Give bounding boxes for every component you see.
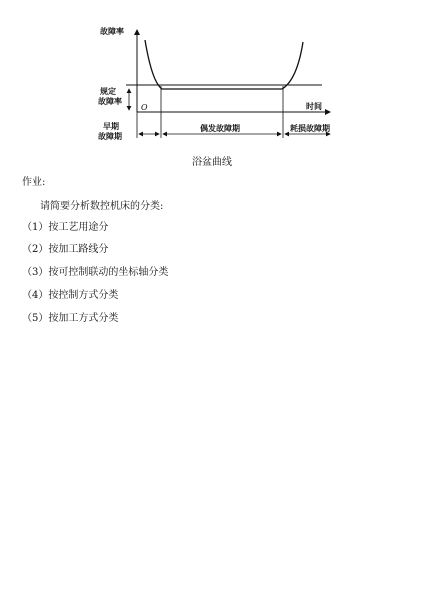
homework-item-1: （1）按工艺用途分 bbox=[22, 222, 109, 233]
homework-item-3: （3）按可控制联动的坐标轴分类 bbox=[22, 267, 169, 278]
specified-rate-label-line1: 规定 bbox=[100, 86, 116, 96]
bathtub-curve-diagram bbox=[0, 0, 424, 170]
homework-item-2: （2）按加工路线分 bbox=[22, 244, 109, 255]
early-label-line1: 早期 bbox=[103, 121, 119, 131]
origin-label: O bbox=[141, 103, 148, 112]
y-axis-label: 故障率 bbox=[100, 26, 124, 36]
x-axis-label: 时间 bbox=[306, 101, 322, 111]
homework-intro: 请简要分析数控机床的分类: bbox=[40, 201, 164, 212]
early-label-line2: 故障期 bbox=[98, 131, 122, 141]
bathtub-curve-figure bbox=[0, 0, 424, 170]
homework-item-5: （5）按加工方式分类 bbox=[22, 313, 119, 324]
homework-item-4: （4）按控制方式分类 bbox=[22, 290, 119, 301]
random-period-label: 偶发故障期 bbox=[200, 123, 240, 133]
homework-title: 作业: bbox=[22, 177, 46, 188]
specified-rate-label-line2: 故障率 bbox=[98, 96, 122, 106]
figure-caption: 浴盆曲线 bbox=[192, 157, 232, 168]
bathtub-curve bbox=[145, 40, 303, 89]
wearout-period-label: 耗损故障期 bbox=[290, 123, 330, 133]
